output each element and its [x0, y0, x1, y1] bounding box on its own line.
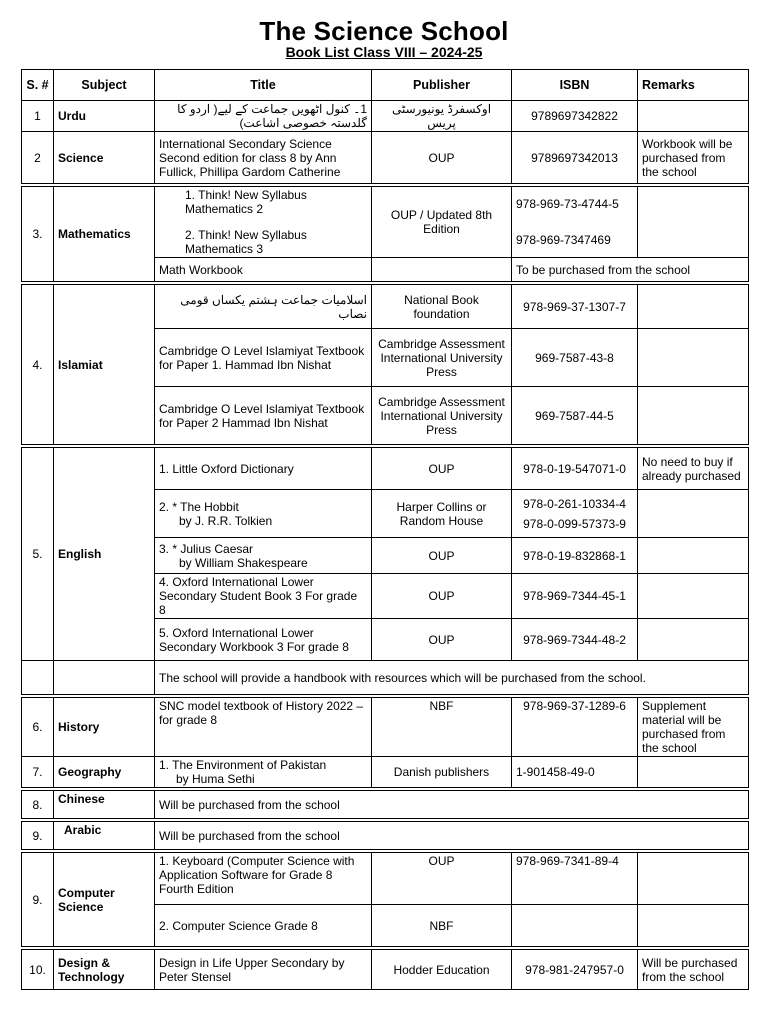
subject-cell: Geography [54, 757, 155, 788]
row-mathematics [22, 187, 749, 258]
col-sno: S. # [22, 70, 54, 101]
publisher-cell: Harper Collins or Random House [372, 490, 512, 538]
remarks-cell [638, 619, 749, 661]
remarks-cell [638, 329, 749, 387]
subject-cell: History [54, 698, 155, 757]
isbn-cell: 978-969-7344-48-2 [512, 619, 638, 661]
header-row [22, 70, 749, 101]
isbn-value: 978-969-73-4744-5 [516, 197, 619, 211]
remarks-cell: To be purchased from the school [512, 258, 749, 282]
row-chinese [22, 791, 749, 819]
note-cell: Will be purchased from the school [155, 822, 749, 850]
title-cell: 1. Keyboard (Computer Science with Application Software for Grade 8 Fourth Edition [155, 853, 372, 905]
publisher-cell: NBF [372, 905, 512, 947]
publisher-cell: National Book foundation [372, 285, 512, 329]
isbn-value: 978-969-7347469 [516, 233, 611, 247]
title-cell: 5. Oxford International Lower Secondary Workbook 3 For grade 8 [155, 619, 372, 661]
remarks-cell [638, 538, 749, 574]
title-cell: اسلامیات جماعت ہشتم یکساں قومی نصاب [155, 285, 372, 329]
row-english [22, 448, 749, 490]
remarks-cell: Workbook will be purchased from the school [638, 132, 749, 184]
row-science [22, 132, 749, 184]
col-isbn: ISBN [512, 70, 638, 101]
title-cell: Design in Life Upper Secondary by Peter Stensel [155, 950, 372, 990]
isbn-cell: 969-7587-43-8 [512, 329, 638, 387]
col-subject: Subject [54, 70, 155, 101]
isbn-value: 978-0-261-10334-4 [523, 496, 626, 511]
isbn-cell: 978-0-19-832868-1 [512, 538, 638, 574]
remarks-cell [638, 574, 749, 619]
publisher-cell: Hodder Education [372, 950, 512, 990]
isbn-cell: 978-969-7344-45-1 [512, 574, 638, 619]
row-number: 4. [22, 285, 54, 445]
publisher-cell: Cambridge Assessment International University Press [372, 329, 512, 387]
row-english-note [22, 661, 749, 695]
remarks-cell [638, 187, 749, 258]
col-remarks: Remarks [638, 70, 749, 101]
isbn-cell: 978-969-7341-89-4 [512, 853, 638, 905]
row-computer-science [22, 853, 749, 905]
col-title: Title [155, 70, 372, 101]
remarks-cell [638, 387, 749, 445]
note-cell: The school will provide a handbook with resources which will be purchased from the school. [155, 661, 749, 695]
title-item: 1. Think! New Syllabus Mathematics 2 [185, 188, 307, 216]
isbn-cell: 978-969-37-1307-7 [512, 285, 638, 329]
row-history [22, 698, 749, 757]
publisher-cell: OUP [372, 619, 512, 661]
remarks-cell [638, 490, 749, 538]
title-line: by J. R.R. Tolkien [179, 513, 273, 528]
title-cell: Cambridge O Level Islamiyat Textbook for Paper 1. Hammad Ibn Nishat [155, 329, 372, 387]
isbn-value: 978-0-099-57373-9 [523, 516, 626, 531]
publisher-cell: OUP [372, 132, 512, 184]
publisher-cell: OUP / Updated 8th Edition [372, 187, 512, 258]
remarks-cell: No need to buy if already purchased [638, 448, 749, 490]
publisher-cell: OUP [372, 538, 512, 574]
title-cell: Cambridge O Level Islamiyat Textbook for Paper 2 Hammad Ibn Nishat [155, 387, 372, 445]
book-list-table [21, 69, 749, 990]
row-number: 7. [22, 757, 54, 788]
title-cell: 2. Computer Science Grade 8 [155, 905, 372, 947]
remarks-cell: Supplement material will be purchased from the school [638, 698, 749, 757]
title-cell: 4. Oxford International Lower Secondary Student Book 3 For grade 8 [155, 574, 372, 619]
publisher-cell [372, 258, 512, 282]
row-number: 1 [22, 101, 54, 132]
publisher-cell: اوکسفرڈ یونیورسٹی پریس [372, 101, 512, 132]
note-cell: Will be purchased from the school [155, 791, 749, 819]
title-item: 2. Think! New Syllabus Mathematics 3 [185, 228, 307, 256]
title-cell [155, 187, 372, 258]
subject-cell: Islamiat [54, 285, 155, 445]
publisher-cell: OUP [372, 853, 512, 905]
remarks-cell [638, 285, 749, 329]
title-line: 1. The Environment of Pakistan [159, 758, 327, 772]
booklist-subtitle [0, 44, 768, 60]
publisher-cell: OUP [372, 574, 512, 619]
row-number: 9. [22, 853, 54, 947]
remarks-cell [638, 101, 749, 132]
title-cell [155, 538, 372, 574]
subject-cell: English [54, 448, 155, 661]
publisher-cell: NBF [372, 698, 512, 757]
booklist-subtitle-text: Book List Class VIII – 2024-25 [285, 44, 483, 60]
isbn-cell [512, 187, 638, 258]
remarks-cell [638, 757, 749, 788]
isbn-cell: 9789697342013 [512, 132, 638, 184]
title-cell: SNC model textbook of History 2022 – for grade 8 [155, 698, 372, 757]
title-line: 3. * Julius Caesar [159, 541, 254, 556]
col-publisher: Publisher [372, 70, 512, 101]
isbn-cell [512, 905, 638, 947]
title-cell: Math Workbook [155, 258, 372, 282]
row-number: 6. [22, 698, 54, 757]
row-geography [22, 757, 749, 788]
title-cell [155, 757, 372, 788]
subject-cell: Science [54, 132, 155, 184]
school-title: The Science School [259, 16, 509, 46]
isbn-cell: 978-0-19-547071-0 [512, 448, 638, 490]
row-number: 9. [22, 822, 54, 850]
subject-cell: Arabic [54, 822, 155, 850]
title-cell: 1۔ کنول اٹھویں جماعت کے لیے( اردو کا گلدستہ خصوصی اشاعت) [155, 101, 372, 132]
isbn-cell: 9789697342822 [512, 101, 638, 132]
publisher-cell: Danish publishers [372, 757, 512, 788]
isbn-cell [512, 490, 638, 538]
row-number: 2 [22, 132, 54, 184]
subject-cell: Mathematics [54, 187, 155, 282]
subject-cell: Design & Technology [54, 950, 155, 990]
publisher-cell: Cambridge Assessment International University Press [372, 387, 512, 445]
row-number: 10. [22, 950, 54, 990]
title-cell: 1. Little Oxford Dictionary [155, 448, 372, 490]
isbn-cell: 978-981-247957-0 [512, 950, 638, 990]
row-number: 8. [22, 791, 54, 819]
publisher-cell: OUP [372, 448, 512, 490]
subject-cell: Computer Science [54, 853, 155, 947]
isbn-cell: 978-969-37-1289-6 [512, 698, 638, 757]
remarks-cell: Will be purchased from the school [638, 950, 749, 990]
row-arabic [22, 822, 749, 850]
title-line: by Huma Sethi [176, 772, 255, 786]
remarks-cell [638, 853, 749, 905]
row-design-technology [22, 950, 749, 990]
row-number: 5. [22, 448, 54, 661]
isbn-cell: 1-901458-49-0 [512, 757, 638, 788]
title-line: by William Shakespeare [179, 555, 308, 570]
title-cell: International Secondary Science Second edition for class 8 by Ann Fullick, Phillipa Gardom Catherine [155, 132, 372, 184]
subject-cell: Chinese [54, 791, 155, 819]
remarks-cell [638, 905, 749, 947]
row-urdu [22, 101, 749, 132]
row-number [22, 661, 54, 695]
isbn-cell: 969-7587-44-5 [512, 387, 638, 445]
row-number: 3. [22, 187, 54, 282]
subject-cell: Urdu [54, 101, 155, 132]
title-line: 2. * The Hobbit [159, 499, 239, 514]
subject-cell [54, 661, 155, 695]
row-islamiat [22, 285, 749, 329]
title-cell [155, 490, 372, 538]
